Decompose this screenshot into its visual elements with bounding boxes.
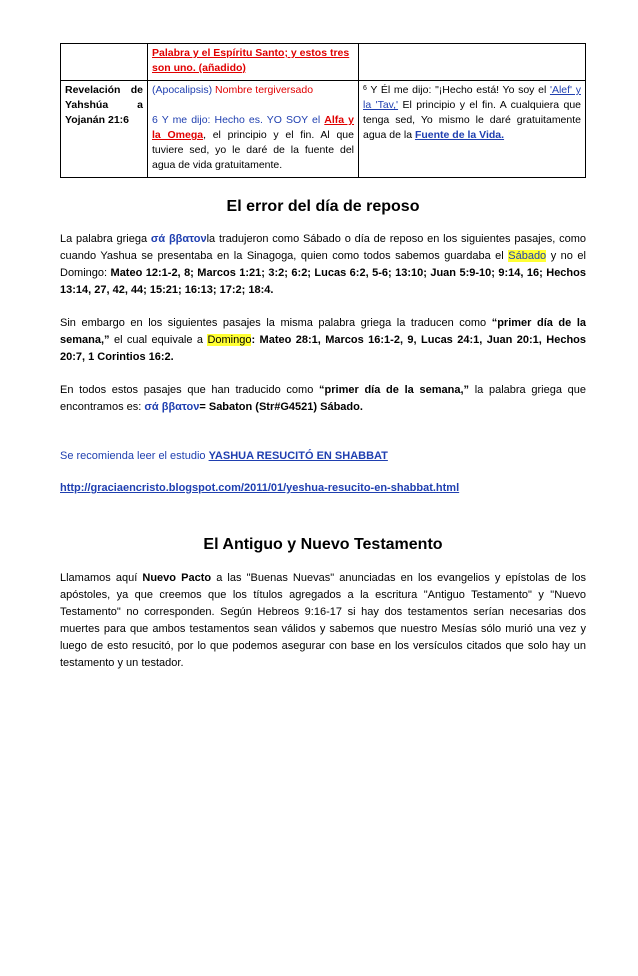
- traditional-verse-end: , el principio y el fin. Al que tuviere sed, yo le daré de la fuente del agua de vida gratuitamente.: [152, 129, 354, 171]
- text: y no el Domingo:: [60, 250, 586, 279]
- text: Sin embargo en los siguientes pasajes la misma palabra griega la traducen como: [60, 317, 487, 329]
- table-cell-traditional: [148, 81, 359, 178]
- alef-tav-term: 'Alef' y la 'Tav,': [363, 84, 581, 111]
- reference-label: Revelación de Yahshúa a Yojanán 21:6: [65, 84, 143, 126]
- table-cell-added-text: [148, 44, 359, 81]
- quoted-phrase: “primer día de la semana,”: [60, 317, 586, 346]
- bold-term: Nuevo Pacto: [142, 572, 212, 584]
- highlight-domingo: Domingo: [207, 334, 252, 346]
- paragraph-greek-word: [60, 382, 586, 416]
- restored-verse-middle: El principio y el fin. A cualquiera que tenga sed, Yo mismo le daré gratuitamente agua de la: [363, 99, 582, 141]
- book-alt-name: (Apocalipsis): [152, 84, 213, 96]
- strong-reference: = Sabaton (Str#G4521) Sábado.: [199, 401, 363, 413]
- table-row: [61, 81, 586, 178]
- study-link[interactable]: YASHUA RESUCITÓ EN SHABBAT: [208, 450, 388, 462]
- url-line: [60, 480, 586, 497]
- paragraph-testament: [60, 570, 586, 672]
- added-text-note: Palabra y el Espíritu Santo; y estos tres son uno. (añadido): [152, 47, 350, 74]
- text: Llamamos aquí: [60, 572, 138, 584]
- greek-word: σά ββατον: [144, 401, 200, 413]
- table-row: [61, 44, 586, 81]
- section-heading-testament: El Antiguo y Nuevo Testamento: [203, 536, 443, 553]
- table-cell-empty: [359, 44, 586, 81]
- greek-word: σά ββατον: [150, 233, 207, 245]
- text: La palabra griega: [60, 233, 148, 245]
- text: En todos estos pasajes que han traducido como: [60, 384, 314, 396]
- paragraph-sabado: [60, 231, 586, 299]
- table-cell-empty: [61, 44, 148, 81]
- traditional-verse-start: 6 Y me dijo: Hecho es. YO SOY el: [152, 114, 321, 126]
- restored-verse-start: Y Él me dijo: "¡Hecho está! Yo soy el: [370, 84, 547, 96]
- alfa-omega-term: Alfa y la Omega: [152, 114, 355, 141]
- section-heading-rest-day: El error del día de reposo: [226, 198, 420, 215]
- text: el cual equivale a: [113, 334, 204, 346]
- recommendation-line: [60, 448, 586, 465]
- table-cell-reference: [61, 81, 148, 178]
- scripture-references: : Mateo 28:1, Marcos 16:1-2, 9, Lucas 24:1, Juan 20:1, Hechos 20:7, 1 Corintios 16:2.: [60, 334, 587, 363]
- text: a las "Buenas Nuevas" anunciadas en los evangelios y epístolas de los apóstoles, ya que creemos que los títulos agregados a la escritura "Antiguo Testamento" y "Nuevo Testamento" no corresponden. Según Hebreos 9:16-17 si hay dos testamentos serían necesarias dos muertes para que ambos testamentos sean válidos y sabemos que nuestro Mesías sólo murió una vez y luego de esto resucitó, por lo que podemos asegurar con base en los versículos citados que solo hay un testamento y un testador.: [60, 572, 586, 669]
- document-page: [60, 43, 586, 672]
- blog-url-link[interactable]: http://graciaencristo.blogspot.com/2011/01/yeshua-resucito-en-shabbat.html: [60, 482, 460, 494]
- fuente-vida-term: Fuente de la Vida.: [414, 129, 505, 141]
- text: la tradujeron como Sábado o día de reposo en los siguientes pasajes, como cuando Yashua se presentaba en la Sinagoga, quien como todos sabemos guardaba el: [60, 233, 586, 262]
- text: la palabra griega que encontramos es:: [60, 384, 586, 413]
- recommendation-text: Se recomienda leer el estudio: [60, 450, 206, 462]
- scripture-references: Mateo 12:1-2, 8; Marcos 1:21; 3:2; 6:2; Lucas 6:2, 5-6; 13:10; Juan 5:9-10; 9:14, 16; Hechos 13:14, 27, 42, 44; 15:21; 16:13; 17:2; 18:4.: [60, 267, 586, 296]
- paragraph-domingo: [60, 315, 586, 366]
- distorted-name-note: Nombre tergiversado: [215, 84, 314, 96]
- table-cell-restored: [359, 81, 586, 178]
- verse-number: 6: [363, 85, 367, 92]
- highlight-sabado: Sábado: [508, 250, 547, 262]
- quoted-phrase: “primer día de la semana,”: [319, 384, 469, 396]
- comparison-table: [60, 43, 586, 178]
